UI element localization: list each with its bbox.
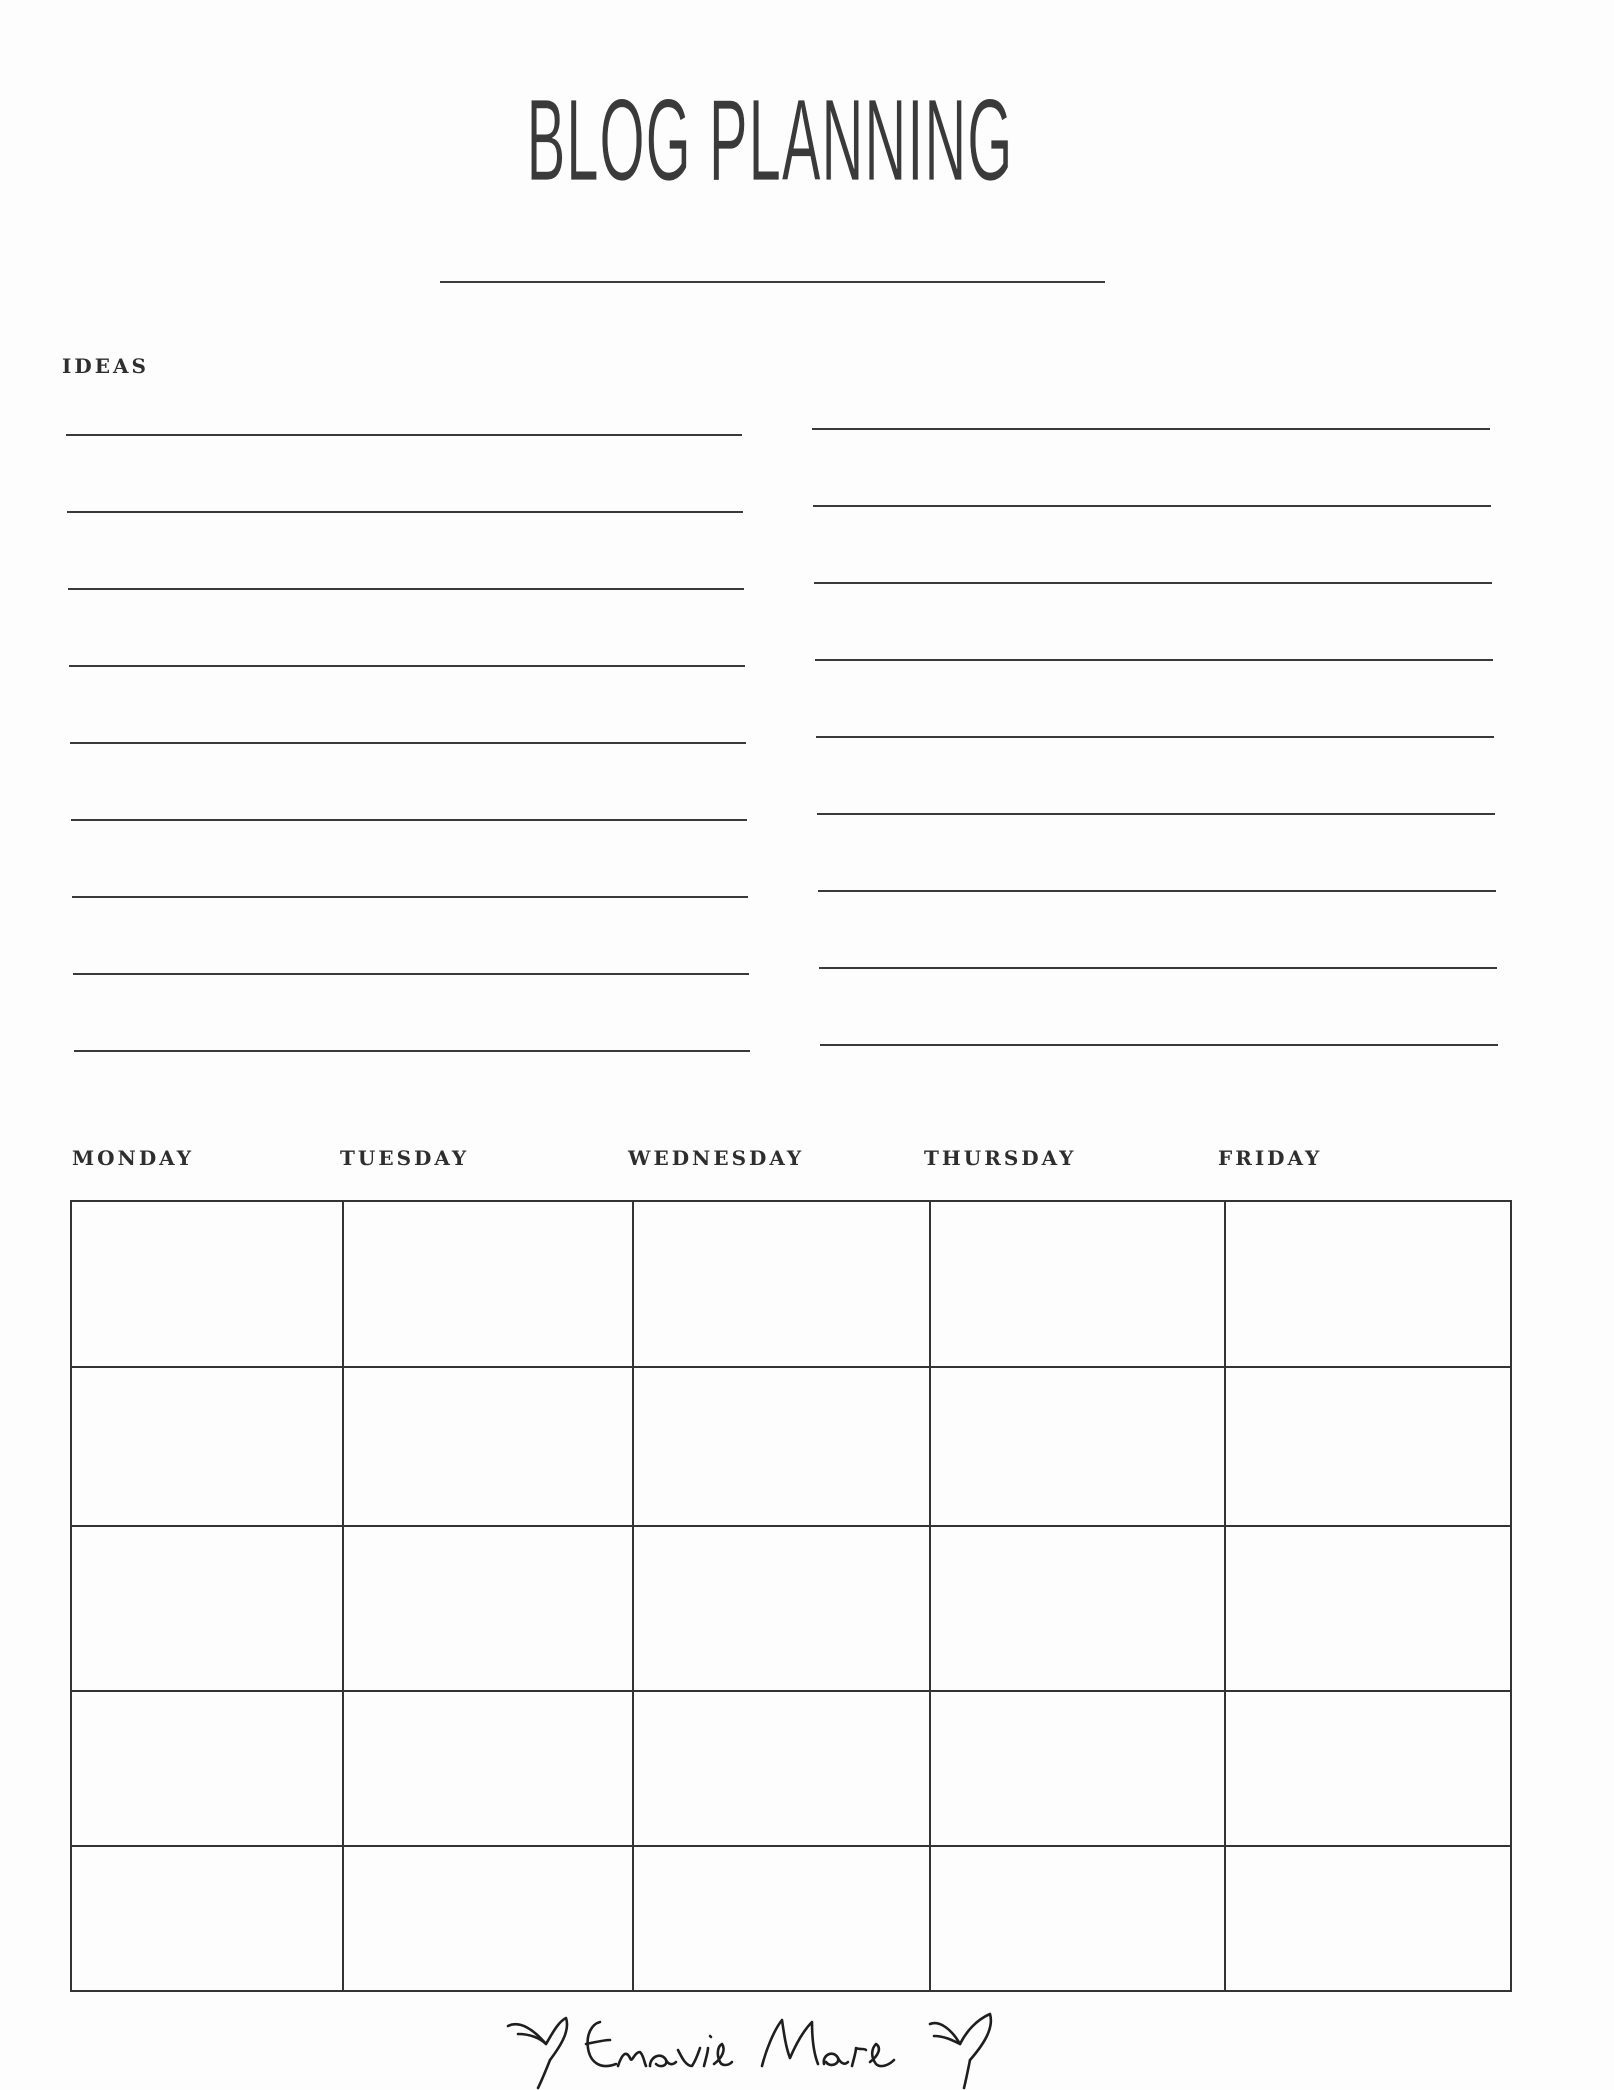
calendar-cell-thursday[interactable] — [929, 1366, 1224, 1525]
calendar-cell-monday[interactable] — [72, 1690, 342, 1845]
idea-write-line[interactable] — [71, 819, 747, 821]
day-label-wednesday: WEDNESDAY — [628, 1146, 805, 1170]
calendar-cell-monday[interactable] — [72, 1525, 342, 1690]
handwritten-signature — [586, 2020, 894, 2066]
idea-write-line[interactable] — [814, 582, 1492, 584]
heart-icon — [930, 2014, 991, 2088]
idea-write-line[interactable] — [815, 659, 1493, 661]
calendar-cell-tuesday[interactable] — [342, 1845, 632, 1989]
calendar-cell-monday[interactable] — [72, 1845, 342, 1989]
idea-write-line[interactable] — [67, 511, 743, 513]
calendar-cell-monday[interactable] — [72, 1366, 342, 1525]
day-label-monday: MONDAY — [72, 1146, 194, 1170]
calendar-cell-friday[interactable] — [1224, 1202, 1509, 1366]
calendar-cell-wednesday[interactable] — [632, 1845, 929, 1989]
calendar-cell-thursday[interactable] — [929, 1690, 1224, 1845]
ideas-label: IDEAS — [62, 354, 149, 378]
idea-write-line[interactable] — [820, 1044, 1498, 1046]
calendar-cell-friday[interactable] — [1224, 1690, 1509, 1845]
calendar-cell-wednesday[interactable] — [632, 1690, 929, 1845]
calendar-cell-thursday[interactable] — [929, 1202, 1224, 1366]
calendar-cell-tuesday[interactable] — [342, 1202, 632, 1366]
idea-write-line[interactable] — [813, 505, 1491, 507]
calendar-cell-monday[interactable] — [72, 1202, 342, 1366]
page-title: BLOG PLANNING — [526, 75, 1014, 205]
calendar-cell-friday[interactable] — [1224, 1845, 1509, 1989]
calendar-cell-thursday[interactable] — [929, 1525, 1224, 1690]
idea-write-line[interactable] — [819, 967, 1497, 969]
calendar-cell-tuesday[interactable] — [342, 1690, 632, 1845]
idea-write-line[interactable] — [817, 813, 1495, 815]
idea-write-line[interactable] — [816, 736, 1494, 738]
signature-mark — [500, 2000, 1020, 2090]
idea-write-line[interactable] — [68, 588, 744, 590]
calendar-cell-tuesday[interactable] — [342, 1525, 632, 1690]
calendar-cell-wednesday[interactable] — [632, 1202, 929, 1366]
day-label-thursday: THURSDAY — [924, 1146, 1077, 1170]
idea-write-line[interactable] — [66, 434, 742, 436]
calendar-cell-wednesday[interactable] — [632, 1366, 929, 1525]
idea-write-line[interactable] — [70, 742, 746, 744]
day-label-tuesday: TUESDAY — [340, 1146, 470, 1170]
idea-write-line[interactable] — [74, 1050, 750, 1052]
idea-write-line[interactable] — [69, 665, 745, 667]
weekly-calendar-grid — [70, 1200, 1512, 1992]
idea-write-line[interactable] — [812, 428, 1490, 430]
title-write-line[interactable] — [440, 281, 1105, 283]
day-label-friday: FRIDAY — [1218, 1146, 1323, 1170]
idea-write-line[interactable] — [818, 890, 1496, 892]
idea-write-line[interactable] — [73, 973, 749, 975]
idea-write-line[interactable] — [72, 896, 748, 898]
calendar-cell-thursday[interactable] — [929, 1845, 1224, 1989]
calendar-cell-wednesday[interactable] — [632, 1525, 929, 1690]
heart-icon — [508, 2018, 567, 2088]
calendar-cell-tuesday[interactable] — [342, 1366, 632, 1525]
calendar-cell-friday[interactable] — [1224, 1525, 1509, 1690]
calendar-cell-friday[interactable] — [1224, 1366, 1509, 1525]
